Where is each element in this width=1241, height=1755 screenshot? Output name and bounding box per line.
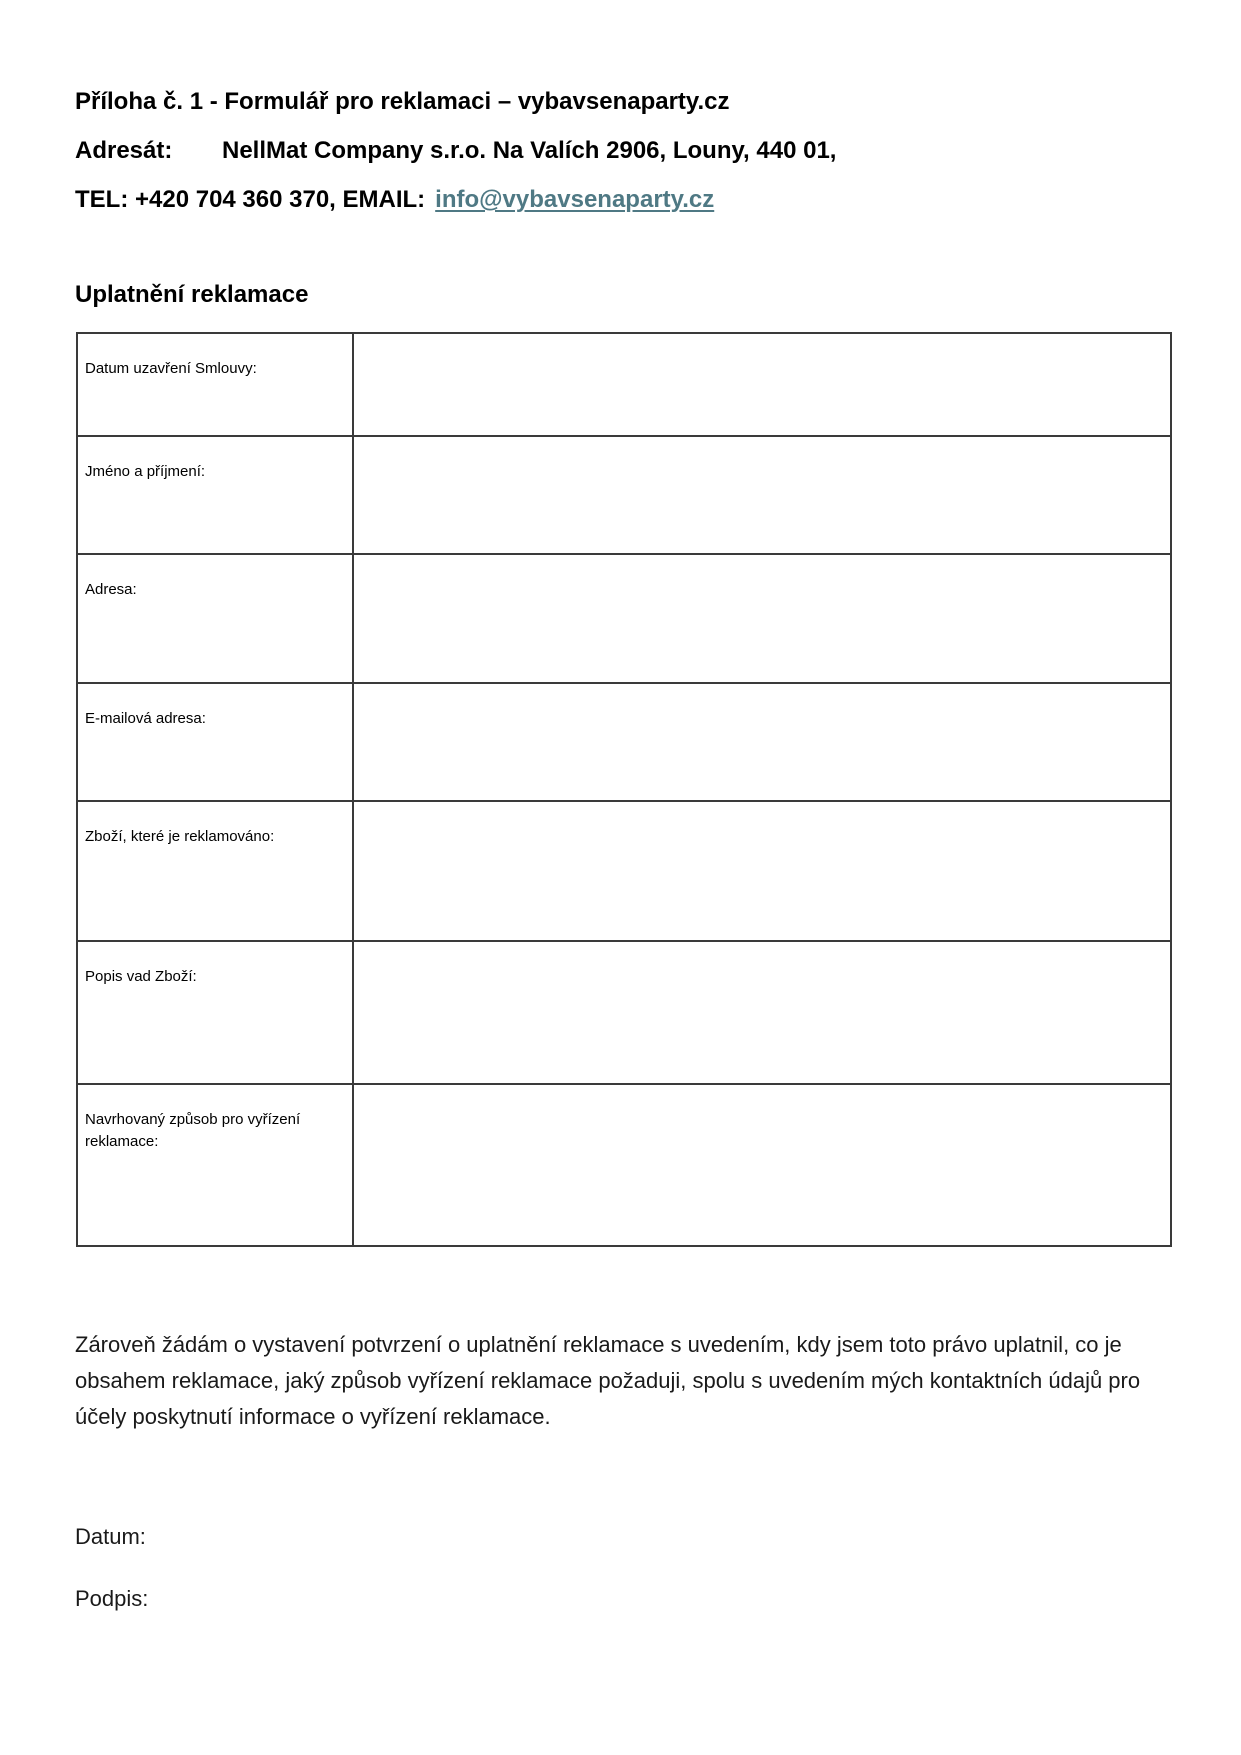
form-row-goods xyxy=(77,801,1171,941)
signature-label: Podpis: xyxy=(75,1586,149,1611)
form-label: Adresa: xyxy=(77,554,353,683)
section-title: Uplatnění reklamace xyxy=(75,281,309,308)
form-value-field[interactable] xyxy=(353,683,1171,801)
form-value-field[interactable] xyxy=(353,554,1171,683)
form-value-field[interactable] xyxy=(353,801,1171,941)
form-label: Jméno a příjmení: xyxy=(77,436,353,554)
contact-prefix: TEL: +420 704 360 370, EMAIL: xyxy=(75,186,426,213)
form-row-address xyxy=(77,554,1171,683)
form-row-resolution xyxy=(77,1084,1171,1246)
document-title-text: Příloha č. 1 - Formulář pro reklamaci – vybavsenaparty.cz xyxy=(75,88,730,115)
form-label: Datum uzavření Smlouvy: xyxy=(77,333,353,436)
form-value-field[interactable] xyxy=(353,1084,1171,1246)
form-row-contract-date xyxy=(77,333,1171,436)
form-label: Zboží, které je reklamováno: xyxy=(77,801,353,941)
email-link[interactable]: info@vybavsenaparty.cz xyxy=(435,186,715,213)
contact-line xyxy=(75,185,714,215)
form-value-field[interactable] xyxy=(353,333,1171,436)
recipient-label: Adresát: xyxy=(75,137,173,164)
form-row-name xyxy=(77,436,1171,554)
form-label: Popis vad Zboží: xyxy=(77,941,353,1084)
form-label: Navrhovaný způsob pro vyřízení reklamace: xyxy=(77,1084,353,1246)
form-value-field[interactable] xyxy=(353,436,1171,554)
date-label: Datum: xyxy=(75,1524,146,1549)
request-paragraph: Zároveň žádám o vystavení potvrzení o uplatnění reklamace s uvedením, kdy jsem toto právo uplatnil, co je obsahem reklamace, jaký způsob vyřízení reklamace požaduji, spolu s uvedením mých kontaktních údajů pro účely poskytnutí informace o vyřízení reklamace. xyxy=(75,1332,1141,1429)
form-row-email xyxy=(77,683,1171,801)
form-row-defects xyxy=(77,941,1171,1084)
form-label: E-mailová adresa: xyxy=(77,683,353,801)
form-value-field[interactable] xyxy=(353,941,1171,1084)
document-title xyxy=(75,87,730,117)
recipient-value: NellMat Company s.r.o. Na Valích 2906, Louny, 440 01, xyxy=(222,137,837,164)
recipient-line xyxy=(75,136,837,166)
complaint-form-table xyxy=(76,332,1172,1247)
